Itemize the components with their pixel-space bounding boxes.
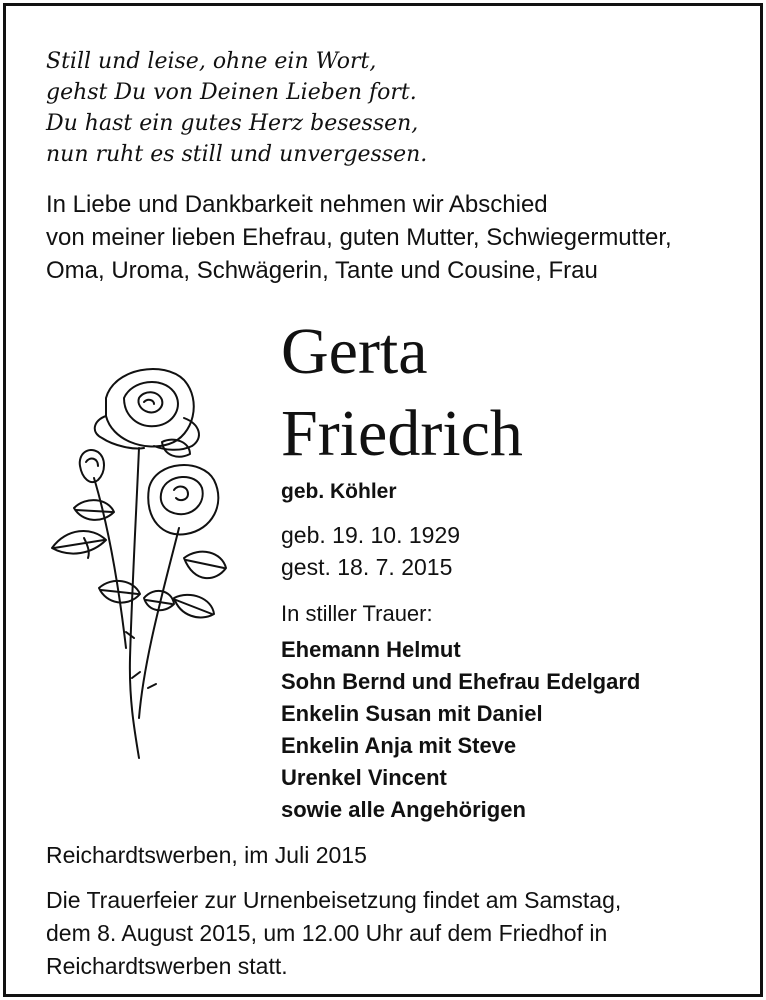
notice-line: Reichardtswerben statt. bbox=[46, 953, 288, 979]
mourner: sowie alle Angehörigen bbox=[281, 797, 526, 822]
maiden-name: geb. Köhler bbox=[281, 480, 397, 503]
life-dates bbox=[281, 519, 460, 583]
intro-text bbox=[46, 188, 672, 287]
funeral-notice bbox=[46, 884, 621, 983]
obituary-frame bbox=[3, 3, 763, 997]
birth-date: geb. 19. 10. 1929 bbox=[281, 522, 461, 548]
poem bbox=[46, 46, 427, 170]
intro-line: In Liebe und Dankbarkeit nehmen wir Abschied bbox=[46, 191, 548, 218]
poem-line: Du hast ein gutes Herz besessen, bbox=[46, 111, 419, 136]
poem-line: gehst Du von Deinen Lieben fort. bbox=[46, 80, 417, 105]
mourning-heading: In stiller Trauer: bbox=[281, 601, 433, 626]
notice-line: dem 8. August 2015, um 12.00 Uhr auf dem Friedhof in bbox=[46, 920, 608, 946]
deceased-name bbox=[281, 311, 523, 475]
mourner: Sohn Bernd und Ehefrau Edelgard bbox=[281, 669, 641, 694]
mourner: Enkelin Anja mit Steve bbox=[281, 733, 517, 758]
mourner: Ehemann Helmut bbox=[281, 637, 461, 662]
intro-line: Oma, Uroma, Schwägerin, Tante und Cousine, Frau bbox=[46, 257, 598, 284]
death-date: gest. 18. 7. 2015 bbox=[281, 554, 453, 580]
mourner: Enkelin Susan mit Daniel bbox=[281, 701, 543, 726]
mourner: Urenkel Vincent bbox=[281, 765, 447, 790]
notice-line: Die Trauerfeier zur Urnenbeisetzung findet am Samstag, bbox=[46, 887, 622, 913]
last-name: Friedrich bbox=[281, 397, 523, 470]
first-name: Gerta bbox=[281, 315, 428, 388]
place-date: Reichardtswerben, im Juli 2015 bbox=[46, 842, 367, 868]
rose-icon bbox=[44, 358, 229, 763]
poem-line: nun ruht es still und unvergessen. bbox=[46, 142, 428, 167]
poem-line: Still und leise, ohne ein Wort, bbox=[46, 49, 377, 74]
mourners-list bbox=[281, 634, 640, 826]
intro-line: von meiner lieben Ehefrau, guten Mutter, Schwiegermutter, bbox=[46, 224, 672, 251]
